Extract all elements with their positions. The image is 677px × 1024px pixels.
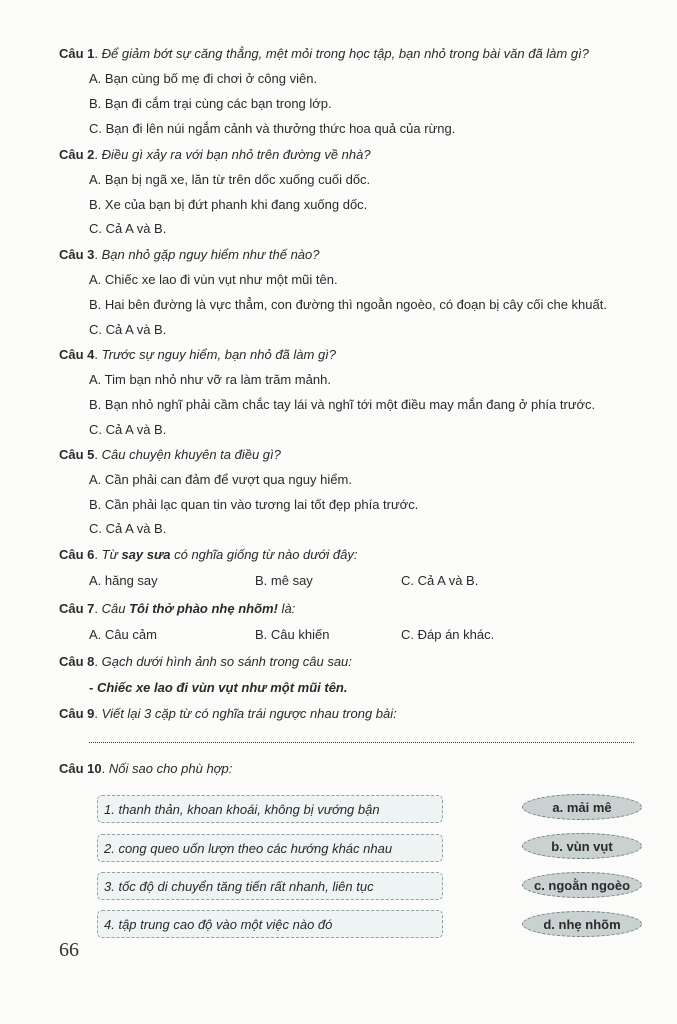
question-7: Câu 7. Câu Tôi thở phào nhẹ nhõm! là: (59, 601, 296, 616)
q3-option-b: B. Hai bên đường là vực thẳm, con đường thì ngoằn ngoèo, có đoạn bị cây cối che khuất. (89, 297, 607, 312)
q4-option-a: A. Tim bạn nhỏ như vỡ ra làm trăm mảnh. (89, 372, 331, 387)
page-number: 66 (59, 939, 79, 961)
question-9: Câu 9. Viết lại 3 cặp từ có nghĩa trái ngược nhau trong bài: (59, 706, 397, 721)
q7-option-c: C. Đáp án khác. (401, 627, 495, 642)
q7-option-b: B. Câu khiến (255, 627, 330, 642)
q6-option-a: A. hăng say (89, 573, 158, 588)
q1-option-c: C. Bạn đi lên núi ngắm cảnh và thưởng thức hoa quả của rừng. (89, 121, 456, 136)
q8-sentence: - Chiếc xe lao đi vùn vụt như một mũi tên. (89, 680, 348, 695)
q4-option-c: C. Cả A và B. (89, 422, 167, 437)
question-1: Câu 1. Để giảm bớt sự căng thẳng, mệt mỏi trong học tập, bạn nhỏ trong bài văn đã làm gì? (59, 46, 589, 61)
match-left-2[interactable]: 2. cong queo uốn lượn theo các hướng khác nhau (97, 834, 443, 862)
question-3: Câu 3. Bạn nhỏ gặp nguy hiểm như thế nào? (59, 247, 320, 262)
match-left-1[interactable]: 1. thanh thản, khoan khoái, không bị vướng bận (97, 795, 443, 823)
q1-option-a: A. Bạn cùng bố mẹ đi chơi ở công viên. (89, 71, 318, 86)
q6-option-b: B. mê say (255, 573, 313, 588)
match-left-4[interactable]: 4. tập trung cao độ vào một việc nào đó (97, 910, 443, 938)
question-5: Câu 5. Câu chuyện khuyên ta điều gì? (59, 447, 281, 462)
q3-option-c: C. Cả A và B. (89, 322, 167, 337)
answer-dotted-line[interactable] (89, 740, 634, 743)
q4-option-b: B. Bạn nhỏ nghĩ phải cầm chắc tay lái và nghĩ tới một điều may mắn đang ở phía trước. (89, 397, 596, 412)
q5-option-a: A. Cần phải can đảm để vượt qua nguy hiểm. (89, 472, 352, 487)
question-8: Câu 8. Gạch dưới hình ảnh so sánh trong câu sau: (59, 654, 352, 669)
question-2: Câu 2. Điều gì xảy ra với bạn nhỏ trên đường về nhà? (59, 147, 371, 162)
q6-option-c: C. Cả A và B. (401, 573, 479, 588)
q2-option-a: A. Bạn bị ngã xe, lăn từ trên dốc xuống cuối dốc. (89, 172, 371, 187)
q1-option-b: B. Bạn đi cắm trại cùng các bạn trong lớp. (89, 96, 332, 111)
q5-option-c: C. Cả A và B. (89, 521, 167, 536)
match-right-d[interactable]: d. nhẹ nhõm (522, 911, 642, 937)
match-right-c[interactable]: c. ngoằn ngoèo (522, 872, 642, 898)
match-right-a[interactable]: a. mải mê (522, 794, 642, 820)
question-4: Câu 4. Trước sự nguy hiểm, bạn nhỏ đã làm gì? (59, 347, 337, 362)
q2-option-b: B. Xe của bạn bị đứt phanh khi đang xuống dốc. (89, 197, 368, 212)
q7-option-a: A. Câu cảm (89, 627, 157, 642)
q3-option-a: A. Chiếc xe lao đi vùn vụt như một mũi tên. (89, 272, 338, 287)
match-left-3[interactable]: 3. tốc độ di chuyển tăng tiến rất nhanh, liên tục (97, 872, 443, 900)
q5-option-b: B. Cần phải lạc quan tin vào tương lai tốt đẹp phía trước. (89, 497, 419, 512)
q2-option-c: C. Cả A và B. (89, 221, 167, 236)
question-6: Câu 6. Từ say sưa có nghĩa giống từ nào dưới đây: (59, 547, 358, 562)
match-right-b[interactable]: b. vùn vụt (522, 833, 642, 859)
question-10: Câu 10. Nối sao cho phù hợp: (59, 761, 233, 776)
